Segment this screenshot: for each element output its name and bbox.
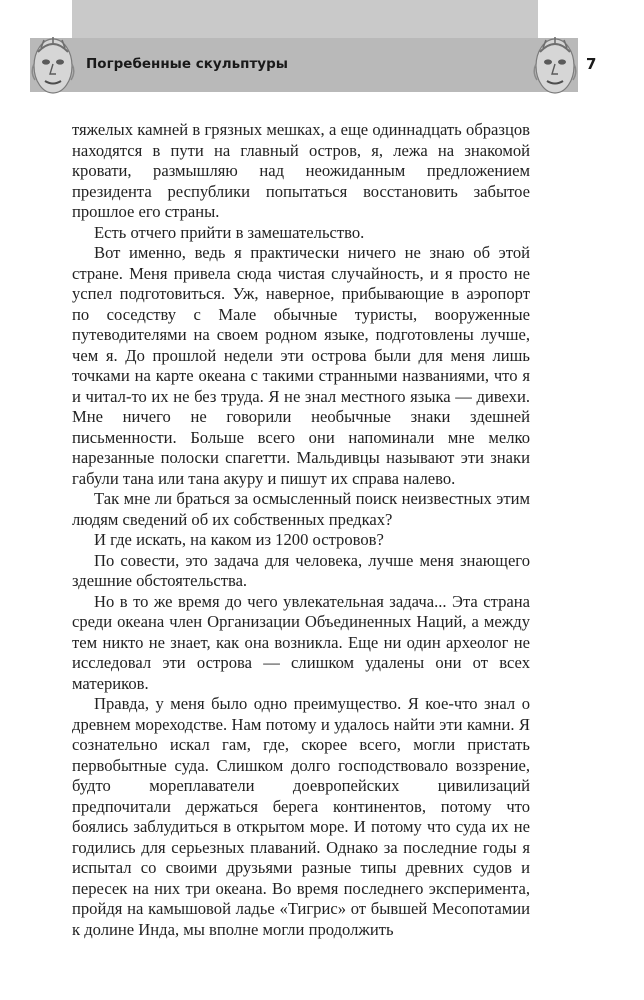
- paragraph: Так мне ли браться за осмысленный поиск неизвестных этим людям сведений об их собственных предках?: [72, 489, 530, 529]
- paragraph: Вот именно, ведь я практически ничего не знаю об этой стране. Меня привела сюда чистая случайность, и я просто не успел подготовиться. Уж, наверное, прибывающие в аэропорт по соседству с Мале обычные туристы, вооруженные путеводителями на своем родном языке, подготовлены лучше, чем я. До прошлой недели эти острова были для меня лишь точками на карте океана с такими странными названиями, что я и читал-то их не без труда. Я не знал местного языка — дивехи. Мне ничего не говорили необычные знаки здешней письменности. Больше всего они напоминали мне мелко нарезанные полоски спагетти. Мальдивцы называют эти знаки габули тана или тана акуру и пишут их справа налево.: [72, 243, 530, 488]
- paragraph: Но в то же время до чего увлекательная задача... Эта страна среди океана член Организации Объединенных Наций, а между тем никто не знает, как она возникла. Еще ни один археолог не исследовал эти острова — слишком удалены они от всех материков.: [72, 591, 530, 693]
- paragraph: И где искать, на каком из 1200 островов?: [94, 530, 384, 549]
- paragraph: Есть отчего прийти в замешательство.: [94, 222, 365, 242]
- paragraph: тяжелых камней в грязных мешках, а еще одиннадцать образцов находятся в пути на главный остров, я, лежа на знакомой кровати, размышляю над неожиданным предложением президента республики попытаться восстановить забытое прошлое его страны.: [72, 120, 530, 221]
- page-number: 7: [586, 55, 597, 73]
- paragraph: Правда, у меня было одно преимущество. Я кое-что знал о древнем мореходстве. Нам потому и удалось найти эти камни. Я сознательно искал гам, где, скорее всего, могли пристать первобытные суда. Слишком долго господствовало воззрение, будто мореплаватели доевропейских цивилизаций предпочитали держаться берега континентов, потому что боялись заблудиться в открытом море. И потому что суда их не годились для серьезных плаваний. Однако за последние годы я испытал со своими друзьями разные типы древних судов и пересек на них три океана. Во время последнего эксперимента, пройдя на камышовой ладье «Тигрис» от бывшей Месопотамии к долине Инда, мы вполне могли продолжить: [72, 694, 530, 939]
- running-title: Погребенные скульптуры: [86, 56, 288, 72]
- body-text: [72, 120, 530, 940]
- paragraph: По совести, это задача для человека, лучше меня знающего здешние обстоятельства.: [72, 550, 530, 590]
- header-band: [72, 0, 538, 38]
- sculpted-head-ornament-right: [532, 34, 578, 96]
- sculpted-head-ornament-left: [30, 34, 76, 96]
